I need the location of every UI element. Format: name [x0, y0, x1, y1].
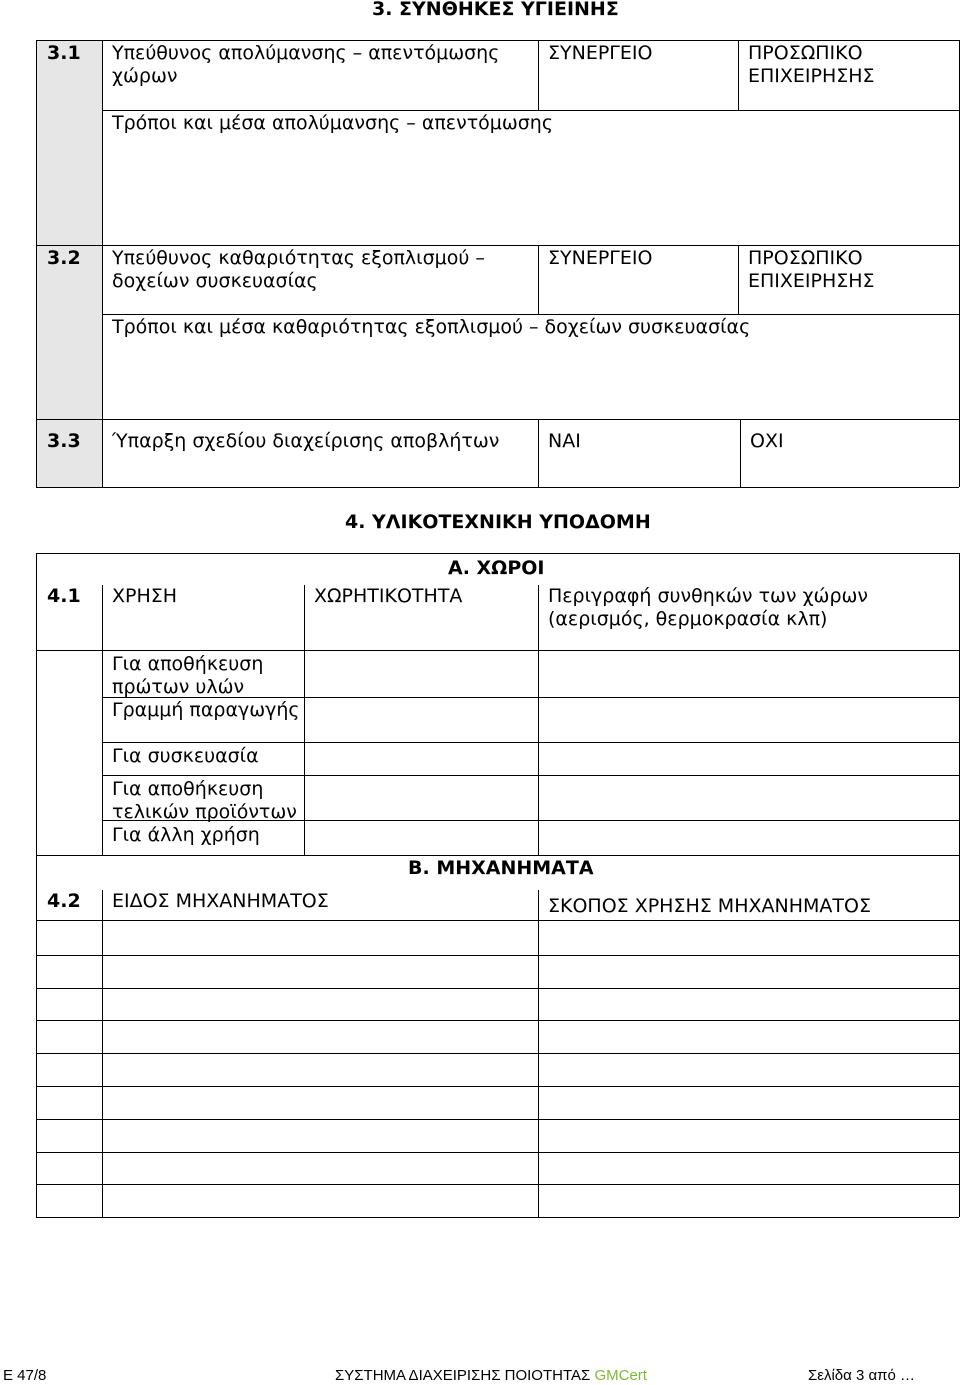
option-contractor[interactable]: ΣΥΝΕΡΓΕΙΟ: [548, 42, 653, 64]
rule: [538, 419, 539, 487]
col-header-machine-type: ΕΙΔΟΣ ΜΗΧΑΝΗΜΑΤΟΣ: [112, 890, 329, 912]
rule: [538, 245, 539, 314]
machines-title: Β. ΜΗΧΑΝΗΜΑΤΑ: [408, 857, 594, 879]
equipment-cleaning-responsible-label-cont: δοχείων συσκευασίας: [112, 270, 318, 292]
rule: [36, 1217, 959, 1218]
space-row-final-products-cont: τελικών προϊόντων: [112, 801, 297, 823]
option-company-staff-cont: ΕΠΙΧΕΙΡΗΣΗΣ: [748, 65, 875, 87]
rule: [36, 1152, 959, 1153]
rule: [102, 314, 959, 315]
rule: [36, 1086, 959, 1087]
item-number-4-2: 4.2: [47, 890, 81, 912]
equipment-cleaning-means-field[interactable]: [103, 340, 958, 418]
footer-doc-code: Ε 47/8: [3, 1367, 47, 1384]
footer-brand: GMCert: [594, 1367, 647, 1384]
equipment-cleaning-responsible-label: Υπεύθυνος καθαριότητας εξοπλισμού –: [112, 247, 485, 269]
rule: [36, 1053, 959, 1054]
disinfection-means-label: Τρόποι και μέσα απολύμανσης – απεντόμωσης: [112, 112, 553, 134]
rule: [36, 40, 959, 41]
footer-page-number: Σελίδα 3 από …: [808, 1367, 916, 1384]
col-header-capacity: ΧΩΡΗΤΙΚΟΤΗΤΑ: [314, 585, 463, 607]
rule: [36, 1119, 959, 1120]
item-number-4-1: 4.1: [47, 585, 81, 607]
rule: [102, 775, 959, 776]
footer-system-text: ΣΥΣΤΗΜΑ ΔΙΑΧΕΙΡΙΣΗΣ ΠΟΙΟΤΗΤΑΣ: [335, 1367, 595, 1384]
space-row-other-use: Για άλλη χρήση: [112, 824, 260, 846]
col-header-conditions: Περιγραφή συνθηκών των χώρων: [548, 585, 869, 607]
space-row-final-products: Για αποθήκευση: [112, 778, 264, 800]
rule: [36, 40, 37, 487]
rule: [102, 585, 103, 855]
item-number-3-1: 3.1: [47, 42, 81, 64]
rule: [538, 40, 539, 110]
rule: [102, 110, 959, 111]
rule: [538, 585, 539, 855]
rule: [738, 40, 739, 110]
cleaning-responsible-label-cont: χώρων: [112, 65, 178, 87]
rule: [36, 1020, 959, 1021]
rule: [36, 245, 959, 246]
rule: [102, 890, 103, 1217]
rule: [102, 40, 103, 487]
col-header-conditions-cont: (αερισμός, θερμοκρασία κλπ): [548, 608, 828, 630]
section3-title: 3. ΣΥΝΘΗΚΕΣ ΥΓΙΕΙΝΗΣ: [372, 0, 619, 20]
option-yes[interactable]: ΝΑΙ: [548, 430, 581, 452]
rule: [36, 553, 959, 554]
spaces-title: Α. ΧΩΡΟΙ: [448, 557, 545, 579]
col-header-machine-purpose: ΣΚΟΠΟΣ ΧΡΗΣΗΣ ΜΗΧΑΝΗΜΑΤΟΣ: [548, 895, 871, 917]
rule: [36, 988, 959, 989]
space-row-production-line: Γραμμή παραγωγής: [112, 699, 300, 721]
section4-title: 4. ΥΛΙΚΟΤΕΧΝΙΚΗ ΥΠΟΔΟΜΗ: [345, 511, 651, 533]
rule: [36, 553, 37, 1217]
col-header-use: ΧΡΗΣΗ: [112, 585, 178, 607]
rule: [304, 585, 305, 855]
rule: [102, 742, 959, 743]
option-contractor[interactable]: ΣΥΝΕΡΓΕΙΟ: [548, 247, 653, 269]
cleaning-responsible-label: Υπεύθυνος απολύμανσης – απεντόμωσης: [112, 42, 500, 64]
disinfection-means-field[interactable]: [103, 136, 958, 244]
space-row-raw-materials: Για αποθήκευση: [112, 653, 264, 675]
rule: [36, 955, 959, 956]
option-company-staff[interactable]: ΠΡΟΣΩΠΙΚΟ: [748, 247, 863, 269]
item-number-3-3: 3.3: [47, 430, 81, 452]
rule: [738, 245, 739, 314]
item-number-3-2: 3.2: [47, 247, 81, 269]
space-row-packaging: Για συσκευασία: [112, 745, 259, 767]
rule: [36, 650, 959, 651]
footer-system-name: [335, 1367, 647, 1384]
rule: [538, 890, 539, 1217]
option-company-staff-cont: ΕΠΙΧΕΙΡΗΣΗΣ: [748, 270, 875, 292]
rule: [36, 487, 959, 488]
space-row-raw-materials-cont: πρώτων υλών: [112, 676, 245, 698]
rule: [36, 1184, 959, 1185]
waste-plan-label: Ύπαρξη σχεδίου διαχείρισης αποβλήτων: [112, 430, 500, 452]
equipment-cleaning-means-label: Τρόποι και μέσα καθαριότητας εξοπλισμού – δοχείων συσκευασίας: [112, 316, 751, 338]
rule: [36, 920, 959, 921]
option-company-staff[interactable]: ΠΡΟΣΩΠΙΚΟ: [748, 42, 863, 64]
rule: [36, 855, 959, 856]
rule: [36, 419, 959, 420]
option-no[interactable]: ΟΧΙ: [750, 430, 784, 452]
rule: [740, 419, 741, 487]
